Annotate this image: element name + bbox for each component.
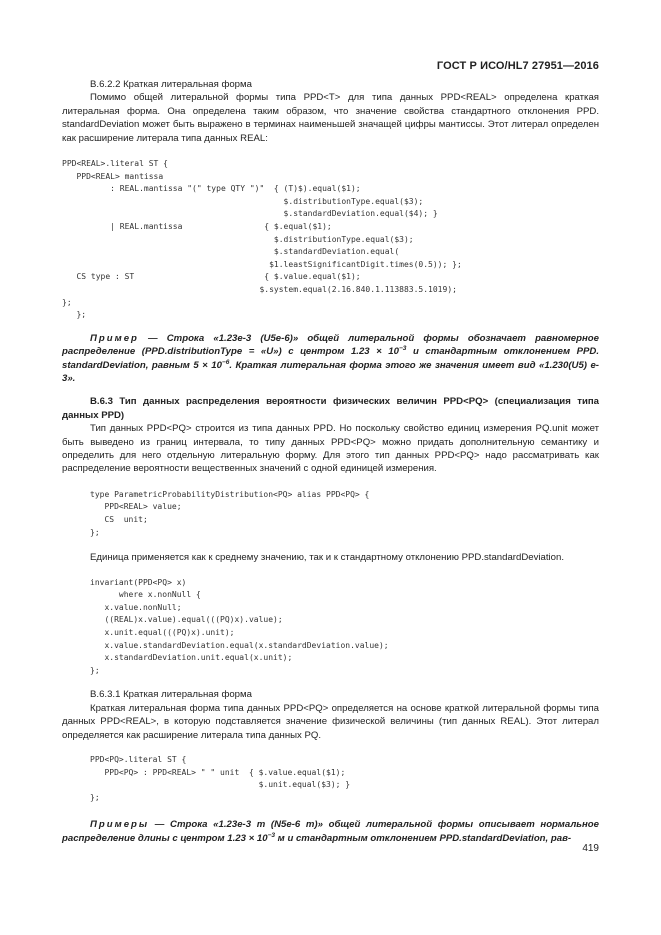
example-text: м и стандартным отклонением PPD.standardDeviation, рав- — [275, 832, 572, 844]
example-text: — Строка «1.23e-3 m (N5e-6 m)» общей литеральной формы описывает нормальное распределение длины с центром 1.23 × 10 — [62, 819, 599, 844]
section-heading-b622: В.6.2.2 Краткая литеральная форма — [90, 79, 252, 90]
exponent: −3 — [267, 831, 276, 839]
page-number: 419 — [582, 843, 599, 854]
code-block-ppd-real-literal: PPD<REAL>.literal ST { PPD<REAL> mantissa : REAL.mantissa "(" type QTY ")" { (T)$).equal($1); $.distributionType.equal($3); $.standardDeviation.equal($4); } | REAL.mantissa { $.equal($1); $.distributionType.equal($3); $.standardDeviation.equal( $1.leastSignificantDigit.times(0.5)); }; CS type : ST { $.value.equal($1); $.system.equal(2.16.840.1.113883.5.1019); }; }; — [62, 159, 462, 320]
code-block-invariant: invariant(PPD<PQ> x) where x.nonNull { x.value.nonNull; ((REAL)x.value).equal(((PQ)x).value); x.unit.equal(((PQ)x).unit); x.value.standardDeviation.equal(x.standardDeviation.value); x.standardDeviation.unit.equal(x.unit); }; — [90, 577, 389, 675]
example-text: — Строка «1.23e-3 (U5e-6)» общей литеральной формы обозначает равномерное распределение (PPD.distributionType = «U») с центром 1.23 × 10 — [62, 332, 599, 358]
exponent: −6 — [221, 358, 230, 366]
paragraph-b63: Тип данных PPD<PQ> строится из типа данных PPD. Но поскольку свойство единиц измерения PQ.unit может быть выведено из границ интервала, то типу данных PPD<PQ> можно придать дополнительную семантику и определить для него отдельную литеральную форму. Для этого тип данных PPD<PQ> надо рассматривать как распределение вероятности вещественных значений с одной единицей измерения. — [62, 423, 599, 475]
exponent: −3 — [398, 345, 407, 353]
paragraph-b622: Помимо общей литеральной формы типа PPD<T> для типа данных PPD<REAL> определена краткая литеральная форма. Она определена таким образом, что значение свойства стандартного отклонения PPD. standardDeviation может быть выражено в терминах наименьшей значащей цифры мантиссы. Этот литерал определен как расширение литерала типа данных REAL: — [62, 92, 599, 144]
example-label: Примеры — [90, 819, 150, 831]
page-content — [62, 78, 599, 845]
example-b631 — [62, 818, 599, 845]
example-label: Пример — [90, 332, 139, 344]
paragraph-b631: Краткая литеральная форма типа данных PPD<PQ> определяется на основе краткой литеральной формы типа данных PPD<REAL>, в которую подставляется значение физической величины (тип данных REAL). Этот литерал определяется как расширение литерала типа данных PQ. — [62, 702, 599, 741]
code-block-ppd-pq-literal: PPD<PQ>.literal ST { PPD<PQ> : PPD<REAL> " " unit { $.value.equal($1); $.unit.equal($3); } }; — [90, 754, 351, 802]
section-heading-b631: В.6.3.1 Краткая литеральная форма — [90, 689, 252, 701]
example-text: . Краткая литеральная форма этого же значения имеет вид «1.230(U5) e-3». — [62, 359, 599, 384]
example-text: и стандартным отклонением PPD. standardDeviation, равным 5 × 10 — [62, 346, 599, 371]
document-header: ГОСТ Р ИСО/HL7 27951—2016 — [436, 60, 599, 72]
code-block-ppd-pq-type: type ParametricProbabilityDistribution<PQ> alias PPD<PQ> { PPD<REAL> value; CS unit; }; — [90, 489, 370, 537]
section-heading-b63: В.6.3 Тип данных распределения вероятности физических величин PPD<PQ> (специализация типа данных PPD) — [62, 396, 599, 421]
paragraph-unit: Единица применяется как к среднему значению, так и к стандартному отклонению PPD.standardDeviation. — [90, 552, 564, 564]
example-b622 — [62, 332, 599, 386]
